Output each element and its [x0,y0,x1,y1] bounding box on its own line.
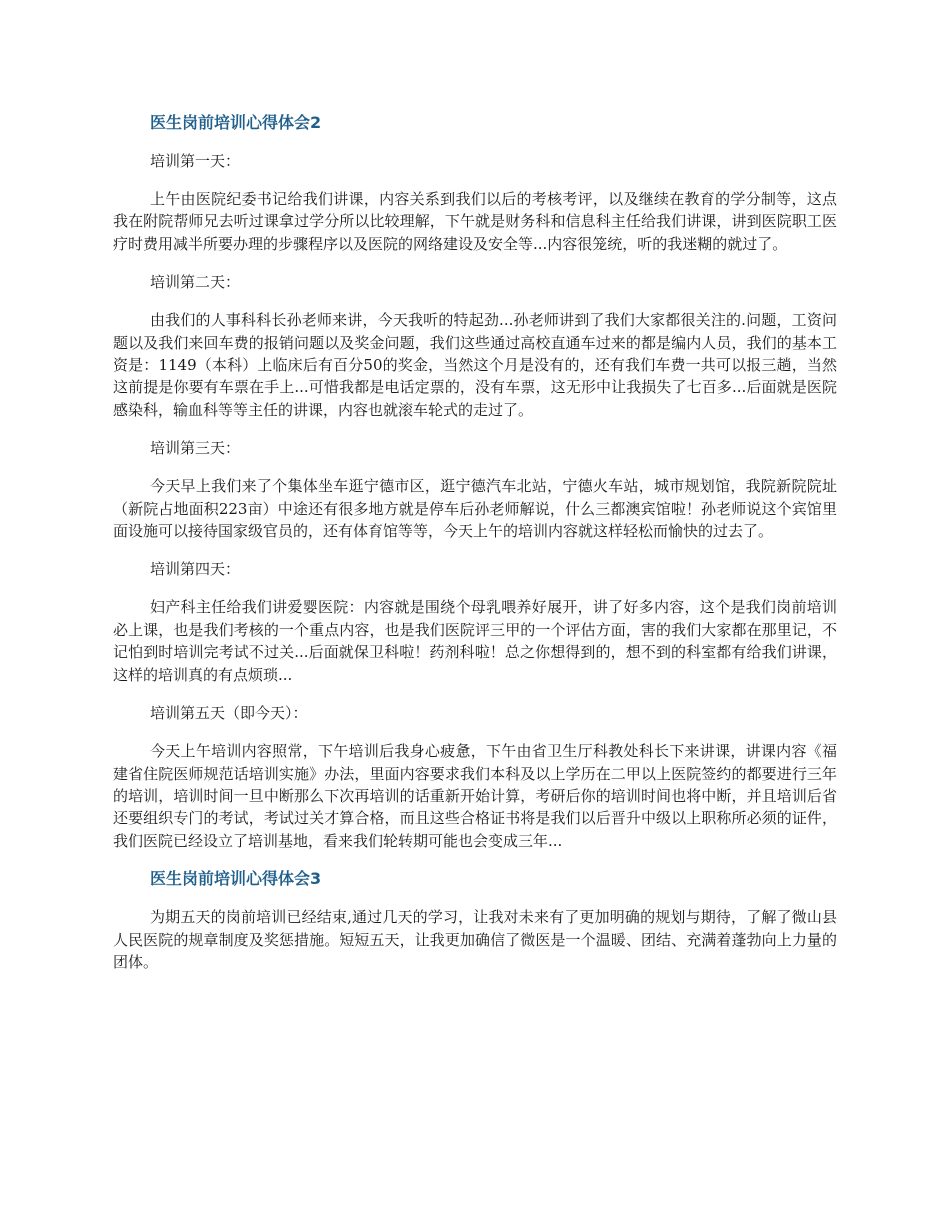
day-label: 培训第四天： [150,560,241,579]
section-paragraph: 为期五天的岗前培训已经结束,通过几天的学习，让我对未来有了更加明确的规划与期待，了解了微山县人民医院的规章制度及奖惩措施。短短五天，让我更加确信了微医是一个温暖、团结、充满着蓬勃向上力量的团体。 [113,908,837,971]
day-paragraph: 上午由医院纪委书记给我们讲课，内容关系到我们以后的考核考评，以及继续在教育的学分制等，这点我在附院帮师兄去听过课拿过学分所以比较理解，下午就是财务科和信息科主任给我们讲课，讲到医院职工医疗时费用减半所要办理的步骤程序以及医院的网络建设及安全等...内容很笼统，听的我迷糊的就过了。 [113,190,837,253]
day-label: 培训第三天： [150,439,241,458]
day-label: 培训第五天（即今天）： [150,704,308,723]
day-paragraph: 今天早上我们来了个集体坐车逛宁德市区，逛宁德汽车北站，宁德火车站，城市规划馆，我院新院院址（新院占地面积223亩）中途还有很多地方就是停车后孙老师解说，什么三都澳宾馆啦！孙老师说这个宾馆里面设施可以接待国家级官员的，还有体育馆等等，今天上午的培训内容就这样轻松而愉快的过去了。 [113,477,837,541]
section-heading: 医生岗前培训心得体会2 [150,113,322,132]
day-paragraph: 今天上午培训内容照常，下午培训后我身心疲惫，下午由省卫生厅科教处科长下来讲课，讲课内容《福建省住院医师规范话培训实施》办法，里面内容要求我们本科及以上学历在二甲以上医院签约的都要进行三年的培训，培训时间一旦中断那么下次再培训的话重新开始计算，考研后你的培训时间也将中断，并且培训后省还要组织专门的考试，考试过关才算合格，而且这些合格证书将是我们以后晋升中级以上职称所必须的证件，我们医院已经设立了培训基地，看来我们轮转期可能也会变成三年... [113,742,837,850]
day-paragraph: 由我们的人事科科长孙老师来讲，今天我听的特起劲...孙老师讲到了我们大家都很关注的.问题，工资问题以及我们来回车费的报销问题以及奖金问题，我们这些通过高校直通车过来的都是编内人员，我们的基本工资是：1149（本科）上临床后有百分50的奖金，当然这个月是没有的，还有我们车费一共可以报三趟，当然这前提是你要有车票在手上...可惜我都是电话定票的，没有车票，这无形中让我损失了七百多...后面就是医院感染科，输血科等等主任的讲课，内容也就滚车轮式的走过了。 [113,311,837,419]
day-paragraph: 妇产科主任给我们讲爱婴医院：内容就是围绕个母乳喂养好展开，讲了好多内容，这个是我们岗前培训必上课，也是我们考核的一个重点内容，也是我们医院评三甲的一个评估方面，害的我们大家都在那里记，不记怕到时培训完考试不过关...后面就保卫科啦！药剂科啦！总之你想得到的，想不到的科室都有给我们讲课，这样的培训真的有点烦琐... [113,598,837,684]
section-heading: 医生岗前培训心得体会3 [150,869,322,889]
document-page [113,106,837,989]
day-label: 培训第二天： [150,273,241,292]
day-label: 培训第一天： [150,152,241,170]
